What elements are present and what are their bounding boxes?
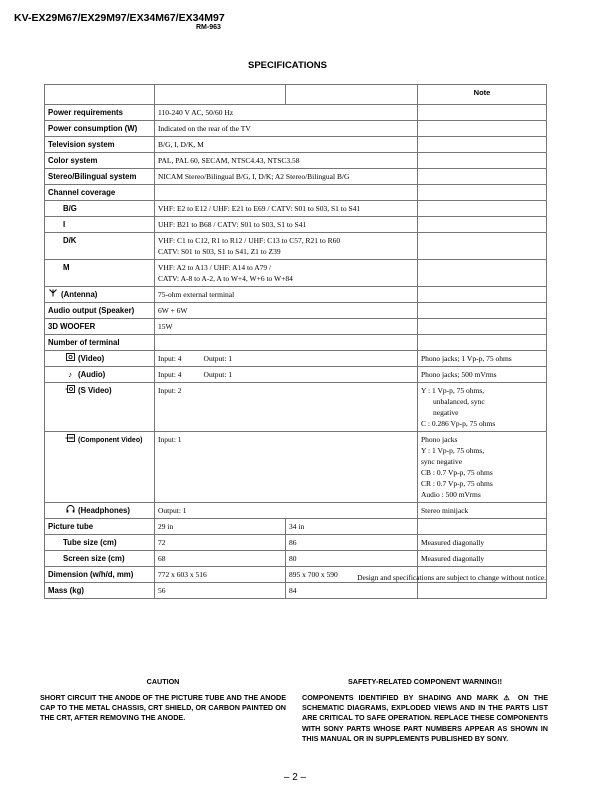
spec-value: 6W + 6W [155, 303, 418, 319]
spec-label: Tube size (cm) [45, 535, 155, 551]
table-row [45, 287, 547, 303]
spec-value: B/G, I, D/K, M [155, 137, 418, 153]
spec-note-line: negative [433, 408, 459, 417]
table-row [45, 319, 547, 335]
spec-note: Stereo minijack [418, 503, 547, 519]
spec-value-line: CATV: A-8 to A-2, A to W+4, W+6 to W+84 [158, 274, 293, 283]
spec-value: 75-ohm external terminal [155, 287, 418, 303]
spec-note-line: CR : 0.7 Vp-p, 75 ohms [421, 479, 493, 488]
spec-note: Measured diagonally [418, 535, 547, 551]
page-title: SPECIFICATIONS [248, 60, 327, 71]
table-row [45, 583, 547, 599]
spec-note-line: unbalanced, sync [433, 397, 485, 406]
spec-label: Power requirements [45, 105, 155, 121]
video-input-icon [65, 353, 75, 364]
spec-label: Dimension (w/h/d, mm) [45, 567, 155, 583]
spec-label: Power consumption (W) [45, 121, 155, 137]
table-row [45, 535, 547, 551]
warning-text: COMPONENTS IDENTIFIED BY SHADING AND MARK ⚠ ON THE SCHEMATIC DIAGRAMS, EXPLODED VIEWS AND IN THE PARTS LIST ARE CRITICAL TO SAFE OPERATION. REPLACE THESE COMPONENTS WITH SONY PARTS WHOSE PART NUMBERS APPEAR AS SHOWN IN THIS MANUAL OR IN SUPPLEMENTS PUBLISHED BY SONY. [302, 693, 548, 743]
model-header: KV-EX29M67/EX29M97/EX34M67/EX34M97 [14, 12, 225, 24]
table-row [45, 503, 547, 519]
spec-note [418, 432, 547, 503]
spec-value: UHF: B21 to B68 / CATV: S01 to S03, S1 to S41 [155, 217, 418, 233]
spec-label: D/K [45, 233, 155, 260]
table-row [45, 153, 547, 169]
spec-label [45, 503, 155, 519]
output-count: Output: 1 [203, 370, 233, 379]
spec-note: Phono jacks; 1 Vp-p, 75 ohms [418, 351, 547, 367]
table-row [45, 303, 547, 319]
spec-label [45, 287, 155, 303]
spec-note-line: Y : 1 Vp-p, 75 ohms, [421, 386, 485, 395]
spec-value-29: 72 [155, 535, 286, 551]
page-number: – 2 – [283, 772, 307, 783]
spec-label-text: (Antenna) [61, 290, 98, 299]
spec-label [45, 351, 155, 367]
spec-value [155, 367, 418, 383]
table-row [45, 335, 547, 351]
spec-label-text: (Audio) [78, 370, 106, 379]
spec-value-29: 29 in [155, 519, 286, 535]
table-row [45, 519, 547, 535]
spec-note-line: Audio : 500 mVrms [421, 490, 481, 499]
spec-value: Input: 1 [155, 432, 418, 503]
table-row [45, 383, 547, 432]
table-row [45, 185, 547, 201]
table-row [45, 169, 547, 185]
spec-value: 110-240 V AC, 50/60 Hz [155, 105, 418, 121]
spec-value-34: 86 [286, 535, 418, 551]
table-row [45, 121, 547, 137]
input-count: Input: 4 [158, 354, 182, 363]
spec-label: Screen size (cm) [45, 551, 155, 567]
spec-label: I [45, 217, 155, 233]
spec-label-text: (Headphones) [78, 506, 130, 515]
spec-note-line: C : 0.286 Vp-p, 75 ohms [421, 419, 496, 428]
spec-label: Stereo/Bilingual system [45, 169, 155, 185]
spec-note: Measured diagonally [418, 551, 547, 567]
spec-value: Indicated on the rear of the TV [155, 121, 418, 137]
spec-value-29: 56 [155, 583, 286, 599]
spec-note-line: Y : 1 Vp-p, 75 ohms, [421, 446, 485, 455]
spec-note-line: CB : 0.7 Vp-p, 75 ohms [421, 468, 493, 477]
spec-value: Input: 2 [155, 383, 418, 432]
table-row [45, 105, 547, 121]
table-row [45, 260, 547, 287]
disclaimer-text: Design and specifications are subject to change without notice. [357, 573, 546, 582]
spec-label: B/G [45, 201, 155, 217]
table-row [45, 367, 547, 383]
table-row [45, 551, 547, 567]
input-count: Input: 4 [158, 370, 182, 379]
spec-value: PAL, PAL 60, SECAM, NTSC4.43, NTSC3.58 [155, 153, 418, 169]
spec-value-29: 68 [155, 551, 286, 567]
spec-label [45, 383, 155, 432]
table-row [45, 137, 547, 153]
spec-label: Picture tube [45, 519, 155, 535]
spec-label-text: (Component Video) [78, 437, 143, 444]
safety-warning-section [302, 677, 548, 744]
headphones-icon [65, 505, 75, 516]
antenna-icon [48, 289, 58, 300]
spec-value: NICAM Stereo/Bilingual B/G, I, D/K; A2 Stereo/Bilingual B/G [155, 169, 418, 185]
spec-value-29: 772 x 603 x 516 [155, 567, 286, 583]
spec-label [45, 367, 155, 383]
spec-value [155, 233, 418, 260]
table-row [45, 201, 547, 217]
spec-label-text: (S Video) [78, 386, 112, 395]
spec-label: 3D WOOFER [45, 319, 155, 335]
spec-value-34: 84 [286, 583, 418, 599]
spec-label-text: (Video) [78, 354, 105, 363]
spec-label: Color system [45, 153, 155, 169]
caution-title: CAUTION [146, 677, 180, 686]
note-column-header: Note [418, 85, 547, 105]
spec-label: Channel coverage [45, 185, 155, 201]
spec-value [155, 351, 418, 367]
spec-value-34: 34 in [286, 519, 418, 535]
spec-label: Audio output (Speaker) [45, 303, 155, 319]
spec-value [155, 260, 418, 287]
spec-label: Number of terminal [45, 335, 155, 351]
spec-note: Phono jacks; 500 mVrms [418, 367, 547, 383]
table-row [45, 432, 547, 503]
specifications-table [44, 84, 547, 599]
output-count: Output: 1 [203, 354, 233, 363]
spec-note-line: Phono jacks [421, 435, 458, 444]
spec-note-line: sync negative [421, 457, 463, 466]
spec-value: 15W [155, 319, 418, 335]
chassis-code: RM-963 [196, 24, 221, 31]
spec-value-34: 80 [286, 551, 418, 567]
spec-value-line: VHF: C1 to C12, R1 to R12 / UHF: C13 to C57, R21 to R60 [158, 236, 341, 245]
s-video-icon [65, 385, 75, 396]
spec-label: Television system [45, 137, 155, 153]
warning-title: SAFETY-RELATED COMPONENT WARNING!! [348, 677, 502, 686]
caution-section [40, 677, 286, 724]
spec-label: M [45, 260, 155, 287]
table-header-row [45, 85, 547, 105]
spec-note [418, 383, 547, 432]
component-video-icon [65, 434, 75, 446]
audio-note-icon: ♪ [68, 370, 72, 379]
spec-value-line: CATV: S01 to S03, S1 to S41, Z1 to Z39 [158, 247, 281, 256]
spec-value-line: VHF: A2 to A13 / UHF: A14 to A79 / [158, 263, 272, 272]
spec-value: Output: 1 [155, 503, 418, 519]
table-row [45, 233, 547, 260]
spec-label [45, 432, 155, 503]
spec-value: VHF: E2 to E12 / UHF: E21 to E69 / CATV: S01 to S03, S1 to S41 [155, 201, 418, 217]
spec-label: Mass (kg) [45, 583, 155, 599]
table-row [45, 217, 547, 233]
spec-value-34: 895 x 700 x 590 [286, 567, 418, 583]
table-row [45, 351, 547, 367]
caution-text: SHORT CIRCUIT THE ANODE OF THE PICTURE TUBE AND THE ANODE CAP TO THE METAL CHASSIS, CRT SHIELD, OR CARBON PAINTED ON THE CRT, AFTER REMOVING THE ANODE. [40, 693, 286, 723]
